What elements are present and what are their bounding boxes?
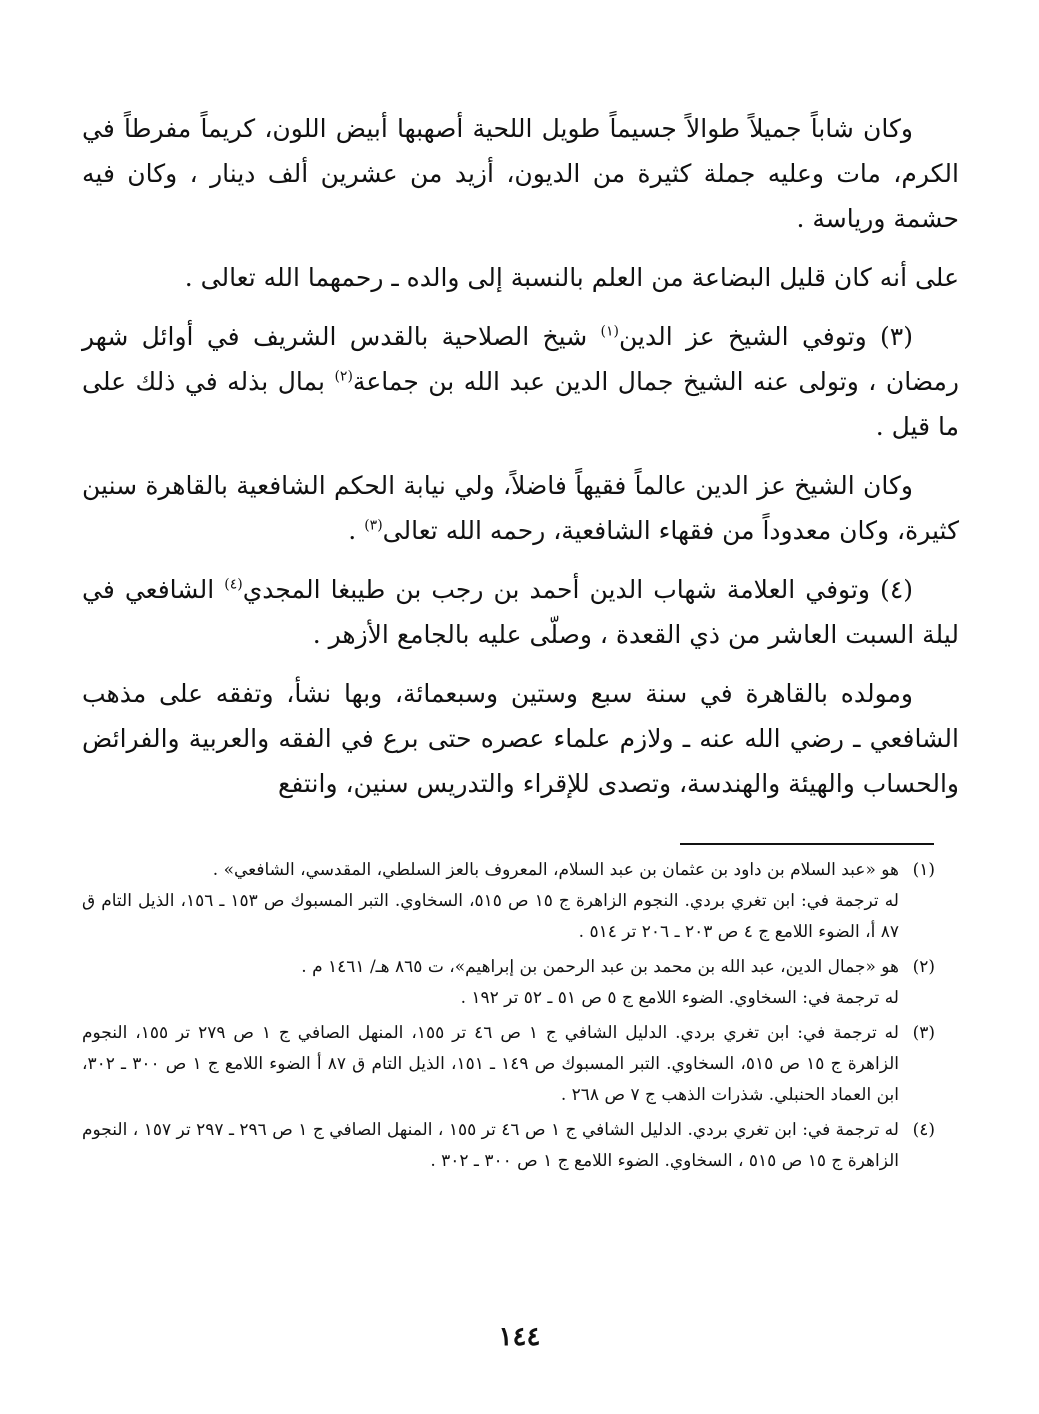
paragraph-text: وكان الشيخ عز الدين عالماً فقيهاً فاضلاً، ولي نيابة الحكم الشافعية بالقاهرة سنين كثيرة، وكان معدوداً من فقهاء الشافعية، رحمه الله تعالى bbox=[82, 471, 959, 545]
paragraph-text: على أنه كان قليل البضاعة من العلم بالنسبة إلى والده ـ رحمهما الله تعالى . bbox=[184, 263, 959, 292]
footnote-text: له ترجمة في: السخاوي. الضوء اللامع ج ٥ ص ٥١ ـ ٥٢ تر ١٩٢ . bbox=[460, 988, 899, 1008]
footnote-text: له ترجمة في: ابن تغري بردي. الدليل الشافي ج ١ ص ٤٦ تر ١٥٥ ، المنهل الصافي ج ١ ص ٢٩٦ ـ ٢٩٧ تر ١٥٧ ، النجوم الزاهرة ج ١٥ ص ٥١٥ ، السخاوي. الضوء اللامع ج ١ ص ٣٠٠ ـ ٣٠٢ . bbox=[82, 1120, 899, 1171]
footnote bbox=[82, 1018, 935, 1111]
paragraph bbox=[82, 567, 959, 657]
footnote-reference[interactable]: (٣) bbox=[364, 517, 383, 534]
footnote-reference[interactable]: (١) bbox=[600, 323, 619, 340]
paragraph-text: شيخ الصلاحية بالقدس الشريف في أوائل شهر رمضان ، وتولى عنه الشيخ جمال الدين عبد الله بن جماعة bbox=[82, 322, 959, 396]
paragraph-text: . bbox=[348, 516, 365, 545]
paragraph bbox=[82, 671, 959, 806]
footnote-number: (٣) bbox=[912, 1023, 935, 1043]
paragraph-text: الشافعي في ليلة السبت العاشر من ذي القعدة ، وصلّى عليه بالجامع الأزهر . bbox=[82, 575, 959, 649]
footnotes bbox=[82, 855, 935, 1181]
footnote-number: (١) bbox=[912, 860, 935, 880]
footnote-text: هو «جمال الدين، عبد الله بن محمد بن عبد الرحمن بن إبراهيم»، ت ٨٦٥ هـ/ ١٤٦١ م . bbox=[301, 957, 899, 977]
footnote-number: (٢) bbox=[912, 957, 935, 977]
page-number: ١٤٤ bbox=[498, 1322, 541, 1352]
footnote-text: هو «عبد السلام بن داود بن عثمان بن عبد السلام، المعروف بالعز السلطي، المقدسي، الشافعي» . bbox=[212, 860, 899, 880]
footnote-reference[interactable]: (٢) bbox=[334, 368, 353, 385]
paragraph bbox=[82, 106, 959, 241]
footnote-text: له ترجمة في: ابن تغري بردي. الدليل الشافي ج ١ ص ٤٦ تر ١٥٥، المنهل الصافي ج ١ ص ٢٧٩ تر ١٥٥، النجوم الزاهرة ج ١٥ ص ٥١٥، السخاوي. التبر المسبوك ص ١٤٩ ـ ١٥١، الذيل التام ق ٨٧ أ الضوء اللامع ج ١ ص ٣٠٠ ـ ٣٠٢، ابن العماد الحنبلي. شذرات الذهب ج ٧ ص ٢٦٨ . bbox=[82, 1023, 899, 1105]
paragraph bbox=[82, 314, 959, 449]
footnote-text: له ترجمة في: ابن تغري بردي. النجوم الزاهرة ج ١٥ ص ٥١٥، السخاوي. التبر المسبوك ص ١٥٣ ـ ١٥٦، الذيل التام ق ٨٧ أ، الضوء اللامع ج ٤ ص ٢٠٣ ـ ٢٠٦ تر ٥١٤ . bbox=[82, 891, 899, 942]
main-text bbox=[82, 106, 959, 806]
footnote bbox=[82, 952, 935, 1014]
paragraph-text: وكان شاباً جميلاً طوالاً جسيماً طويل اللحية أصهبها أبيض اللون، كريماً مفرطاً في الكرم، مات وعليه جملة كثيرة من الديون، أزيد من عشرين ألف دينار ، وكان فيه حشمة ورياسة . bbox=[82, 114, 959, 233]
paragraph bbox=[82, 463, 959, 553]
paragraph-text: بمال بذله في ذلك على ما قيل . bbox=[82, 367, 959, 441]
footnote-number: (٤) bbox=[912, 1120, 935, 1140]
footnote bbox=[82, 855, 935, 948]
footnote-reference[interactable]: (٤) bbox=[224, 576, 243, 593]
paragraph-text: ومولده بالقاهرة في سنة سبع وستين وسبعمائة، وبها نشأ، وتفقه على مذهب الشافعي ـ رضي الله عنه ـ ولازم علماء عصره حتى برع في الفقه والعربية والفرائض والحساب والهيئة والهندسة، وتصدى للإقراء والتدريس سنين، وانتفع bbox=[82, 679, 959, 798]
footnote bbox=[82, 1115, 935, 1177]
paragraph-text: (٤) وتوفي العلامة شهاب الدين أحمد بن رجب بن طيبغا المجدي bbox=[242, 575, 914, 604]
paragraph bbox=[82, 255, 959, 300]
footnote-separator bbox=[680, 843, 934, 845]
paragraph-text: (٣) وتوفي الشيخ عز الدين bbox=[618, 322, 913, 351]
